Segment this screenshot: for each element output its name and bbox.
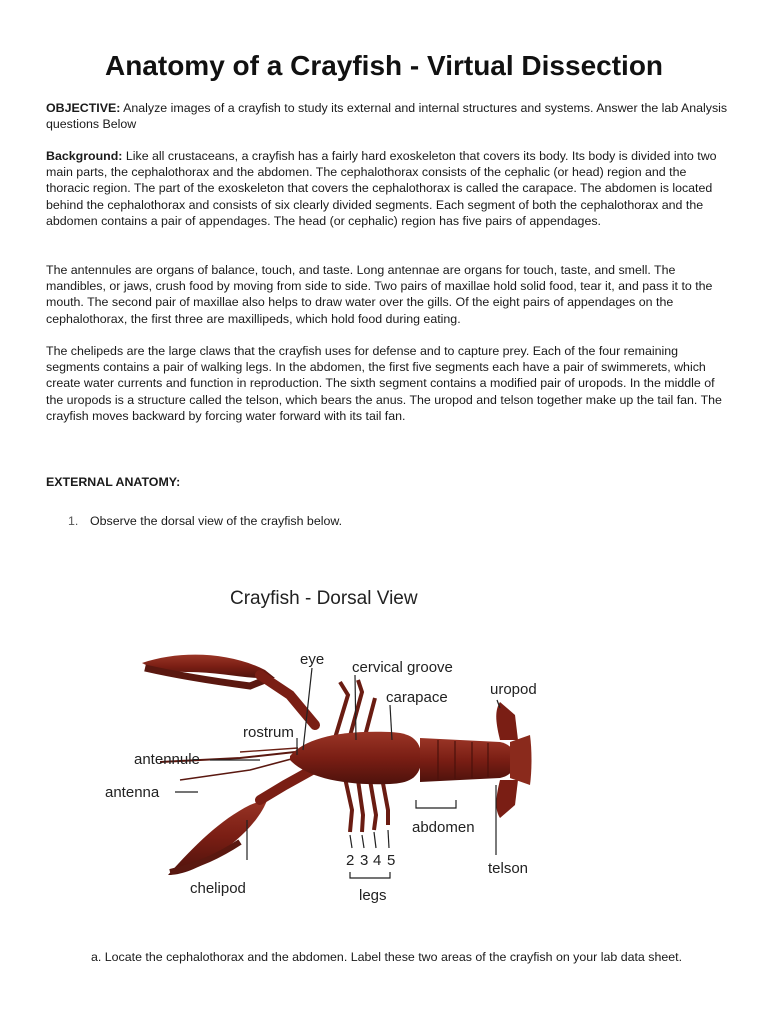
label-legs: legs — [359, 887, 387, 904]
label-antennule: antennule — [134, 751, 200, 768]
background-text: Like all crustaceans, a crayfish has a fairly hard exoskeleton that covers its body. Its body is divided into two main parts, the cephalothorax and the abdomen. The cephalothorax consists of the cephalic (or head) region and the thoracic region. The part of the exoskeleton that covers the cephalothorax is called the carapace. The abdomen is located behind the cephalothorax and consists of six clearly divided segments. Each segment of both the cephalothorax and the abdomen contains a pair of appendages. The head (or cephalic) region has five pairs of appendages. — [46, 149, 717, 228]
figure-title: Crayfish - Dorsal View — [230, 588, 418, 609]
step-1 — [68, 514, 342, 528]
objective-text: Analyze images of a crayfish to study its external and internal structures and systems. Answer the lab Analysis questions Below — [46, 101, 728, 132]
antennules-paragraph: The antennules are organs of balance, touch, and taste. Long antennae are organs for touch, taste, and smell. The mandibles, or jaws, crush food by moving from side to side. Two pairs of maxillae hold solid food, tear it, and pass it to the mouth. The second pair of maxillae also helps to draw water over the gills. Of the eight pairs of appendages on the cephalothorax, the first three are maxillipeds, which hold food during eating. — [46, 263, 713, 326]
chelipeds-paragraph: The chelipeds are the large claws that the crayfish uses for defense and to capture prey. Each of the four remaining segments contains a pair of walking legs. In the abdomen, the first five segments each have a pair of swimmerets, which create water currents and function in reproduction. The sixth segment contains a modified pair of uropods. In the middle of the uropods is a structure called the telson, which bears the anus. The uropod and telson together make up the tail fan. The crayfish moves backward by forcing water forward with its tail fan. — [46, 344, 722, 423]
label-eye: eye — [300, 651, 325, 668]
label-antenna: antenna — [105, 784, 160, 801]
crayfish-diagram — [100, 620, 580, 915]
label-rostrum: rostrum — [243, 724, 294, 741]
objective-label: OBJECTIVE: — [46, 101, 121, 115]
crayfish-illustration — [142, 655, 532, 875]
section-heading: EXTERNAL ANATOMY: — [46, 475, 181, 489]
label-cervical-groove: cervical groove — [352, 659, 453, 676]
step-text: Observe the dorsal view of the crayfish below. — [90, 514, 343, 528]
label-carapace: carapace — [386, 689, 448, 706]
label-leg-3: 3 — [360, 852, 369, 869]
background-paragraph — [46, 148, 730, 229]
objective-paragraph — [46, 100, 730, 132]
background-label: Background: — [46, 149, 123, 163]
label-leg-4: 4 — [373, 852, 382, 869]
label-uropod: uropod — [490, 681, 537, 698]
step-number: 1. — [68, 514, 79, 528]
label-leg-5: 5 — [387, 852, 396, 869]
label-chelipod: chelipod — [190, 880, 246, 897]
label-leg-2: 2 — [346, 852, 355, 869]
question-a: a. Locate the cephalothorax and the abdomen. Label these two areas of the crayfish on your lab data sheet. — [91, 950, 683, 964]
page-title: Anatomy of a Crayfish - Virtual Dissection — [104, 50, 664, 81]
label-abdomen: abdomen — [412, 819, 475, 836]
label-telson: telson — [488, 860, 529, 877]
